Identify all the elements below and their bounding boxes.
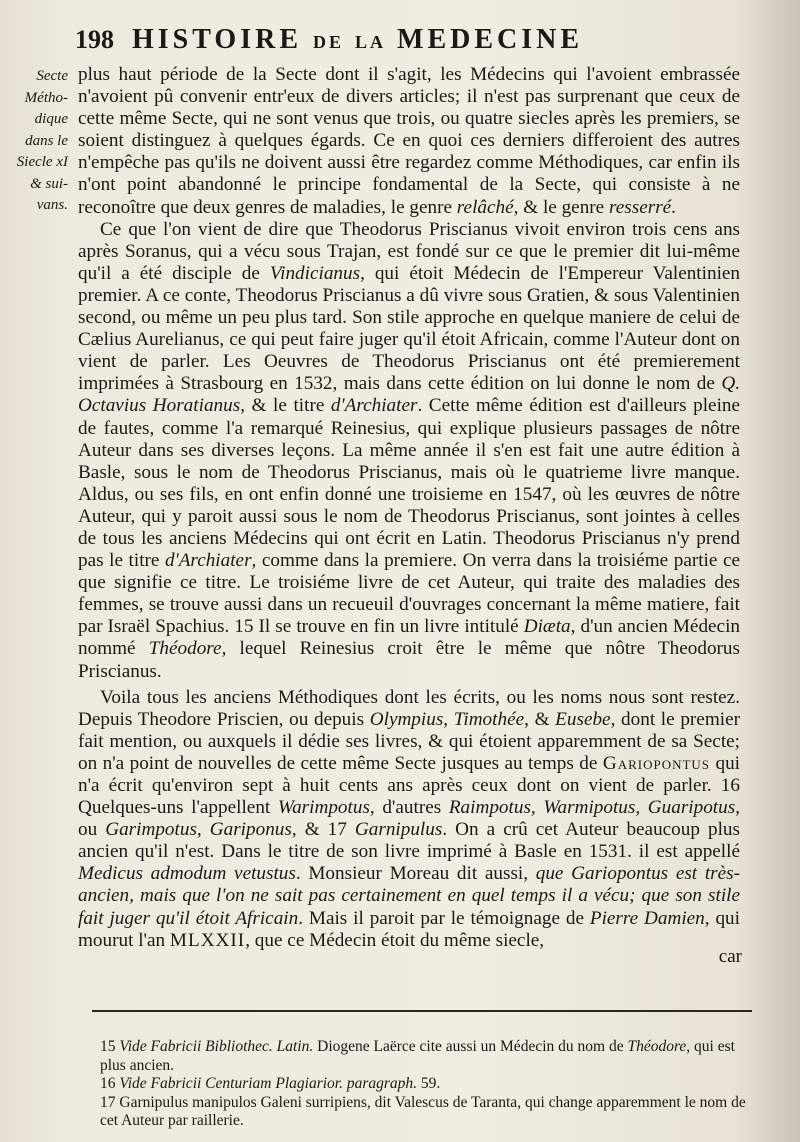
text-run: , comme dans la premiere. On verra dans la troisiéme partie ce que signifie ce titre. Le troisiéme livre de cet Auteur, qui traite des maladies des femmes, se trouve aussi dans un recueuil d'ouvrages concernant la même matiere, fait par Israël Spachius. 15 Il se trouve en fin un livre intitulé [78, 550, 740, 638]
marginal-note-line: Métho- [24, 89, 68, 106]
text-run: . Monsieur Moreau dit aussi, [295, 863, 536, 885]
small-caps-date: MLXXII [169, 929, 246, 951]
italic-term: Vindicianus [269, 262, 361, 284]
italic-term: Théodore [148, 638, 222, 660]
marginal-note-line: Siecle xI [16, 154, 68, 170]
main-text [78, 64, 740, 952]
footnote-number: 16 [100, 1075, 116, 1092]
text-run: , & le titre [240, 395, 331, 417]
text-run: qui n'a écrit qu'environ sept à huit cents ans après ceux dont on vient de parler. 16 Quelques-uns l'appellent [78, 752, 740, 819]
italic-term: Théodore [627, 1038, 687, 1055]
italic-term: Medicus admodum vetustus [78, 863, 296, 885]
text-run: , que ce Médecin étoit du même siecle, [245, 929, 545, 951]
italic-term: resserré [609, 196, 672, 218]
paragraph-2 [78, 219, 740, 683]
text-run: , d'autres [369, 797, 449, 819]
italic-term: Eusebe [555, 708, 611, 730]
text-run: , lequel Reinesius croit être le même que nôtre Theodorus Priscianus. [78, 638, 740, 682]
italic-quote: que Gariopontus est très-ancien, mais que l'on ne sait pas certainement en quel temps il a vécu; que son stile fait juger qu'il étoit Africain [78, 863, 740, 929]
text-run: Voila tous les anciens Méthodiques dont les écrits, ou les noms nous sont restez. Depuis Theodore Priscien, ou depuis [78, 686, 740, 730]
title-word-la: LA [355, 32, 387, 52]
text-run: Garnipulus manipulos Galeni surripiens, dit Valescus de Taranta, qui change apparemment le nom de cet Auteur par raillerie. [100, 1093, 746, 1129]
italic-term: d'Archiater [330, 395, 418, 417]
text-run: Diogene Laërce cite aussi un Médecin du nom de [313, 1038, 628, 1055]
paragraph-3 [78, 687, 740, 952]
italic-term: Vide Fabricii Bibliothec. Latin. [119, 1038, 314, 1055]
text-run: . On a crû cet Auteur beaucoup plus ancien qu'il n'est. Dans le titre de son livre imprimé à Basle en 1531. il est appellé [78, 819, 740, 863]
running-header [75, 24, 755, 64]
italic-term: Vide Fabricii Centuriam Plagiarior. paragraph. [119, 1075, 418, 1092]
italic-term: relâché [456, 196, 514, 218]
text-run: plus haut période de la Secte dont il s'agit, les Médecins qui l'avoient embrassée n'avoient pû convenir entr'eux de divers articles; il n'est pas surprenant que ceux de cette même Secte, qui ne sont venus que trois, ou quatre siecles après les premiers, se soient distinguez à quelques égards. Ce en quoi ces derniers differoient des autres n'empêche pas qu'ils ne doivent aussi être regardez comme Méthodiques, car enfin ils n'ont point abandonné le principe fondamental de la Secte, qui consiste à ne reconoître que deux genres de maladies, le genre [78, 64, 740, 218]
text-run: . [671, 196, 676, 218]
footnote-number: 15 [100, 1038, 116, 1055]
footnote-15 [100, 1038, 760, 1075]
text-run: , & le genre [513, 196, 609, 218]
footnote-number: 17 [100, 1093, 116, 1111]
footnote-rule [92, 1010, 752, 1012]
marginal-note-line: dique [34, 111, 68, 127]
italic-term: Garnipulus [354, 819, 443, 841]
running-title [132, 24, 583, 55]
italic-term: Diæta [523, 616, 571, 638]
text-run: Ce que l'on vient de dire que Theodorus Priscianus vivoit environ trois cens ans après Soranus, qui a vécu sous Trajan, est fondé sur ce que le premier dit lui-même qu'il a été disciple de [78, 218, 740, 284]
text-run: , qui étoit Médecin de l'Empereur Valentinien premier. A ce conte, Theodorus Priscianus a dû vivre sous Gratien, & sous Valentinien second, ou même un peu plus tard. Son stile approche en quelque maniere de celui de Cælius Aurelianus, ce qui peut faire juger qu'il étoit Africain, comme l'Auteur dont on vient de parler. Les Oeuvres de Theodorus Priscianus ont été premierement imprimées à Strasbourg en 1532, mais dans cette édition on lui donne le nom de [78, 262, 741, 395]
text-run: , qui mourut l'an [78, 907, 740, 951]
text-run: , ou [78, 797, 740, 841]
italic-term: Q. Octavius Horatianus [78, 373, 740, 417]
page-number: 198 [75, 25, 114, 54]
italic-term: Raimpotus, Warmipotus, Guaripotus [448, 797, 736, 819]
title-word-medecine: MEDECINE [397, 24, 584, 55]
paragraph-1 [78, 64, 740, 219]
marginal-note-line: & sui- [30, 175, 68, 192]
text-run: 59. [417, 1075, 441, 1092]
italic-term: Warimpotus [277, 797, 370, 819]
footnote-16 [100, 1075, 760, 1094]
text-run: , & [524, 708, 556, 730]
marginal-note-line: dans le [25, 132, 68, 149]
text-run: , dont le premier fait mention, ou auxquels il dédie ses livres, & qui étoient apparemment de sa Secte; on n'a point de nouvelles de cette même Secte jusques au temps de [78, 708, 740, 774]
text-run: . Mais il paroit par le témoignage de [298, 907, 590, 929]
marginal-note-line: vans. [36, 197, 68, 213]
title-word-de: DE [313, 32, 345, 52]
footnote-17 [100, 1094, 760, 1131]
catchword: car [718, 946, 742, 967]
text-run: , & 17 [291, 819, 355, 841]
small-caps-name: Gariopontus [602, 752, 711, 774]
italic-term: Olympius, Timothée [369, 708, 525, 730]
text-run: , qui est plus ancien. [100, 1038, 735, 1074]
footnotes [100, 1038, 760, 1131]
marginal-note-line: Secte [36, 68, 68, 84]
text-run: , d'un ancien Médecin nommé [78, 616, 740, 660]
italic-term: Garimpotus, Gariponus [105, 819, 292, 841]
italic-term: Pierre Damien [589, 907, 705, 929]
italic-term: d'Archiater [165, 550, 252, 572]
title-word-histoire: HISTOIRE [132, 24, 302, 55]
text-run: . Cette même édition est d'ailleurs pleine de fautes, comme l'a remarqué Reinesius, qui explique plusieurs passages de nôtre Auteur dans ses diverses leçons. La même année il s'en est fait une autre édition à Basle, sous le nom de Theodorus Priscianus, mais où le quatrieme livre manque. Aldus, ou ses fils, en ont enfin donné une troisieme en 1547, où les œuvres de nôtre Auteur, qui y paroit aussi sous le nom de Theodorus Priscianus, sont jointes à celles de tous les anciens Médecins qui ont écrit en Latin. Theodorus Priscianus n'y prend pas le titre [78, 395, 741, 572]
marginal-note [6, 66, 68, 217]
